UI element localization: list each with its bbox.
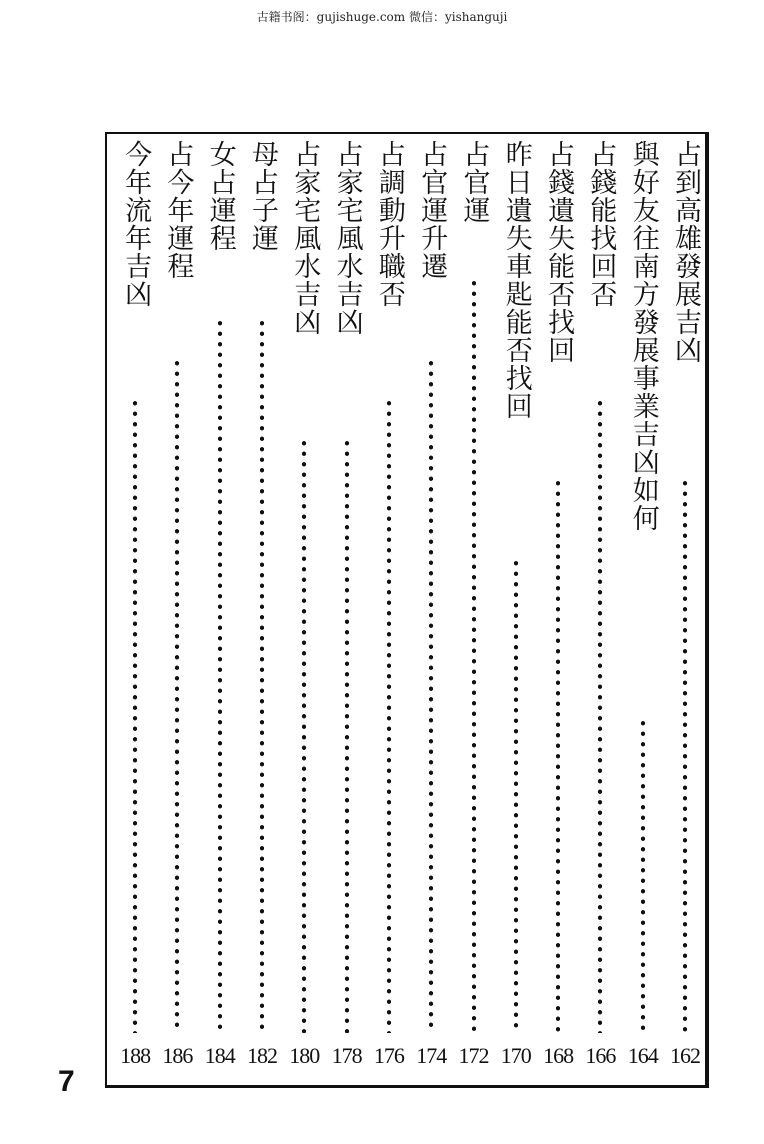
leader-dots — [301, 438, 307, 1033]
leader-dots — [132, 398, 138, 1033]
toc-entry-page: 162 — [670, 1043, 700, 1068]
leader-dots — [682, 478, 688, 1033]
toc-entry-title: 占今年運程 — [162, 140, 194, 280]
toc-entry-page: 170 — [500, 1043, 531, 1068]
toc-entry-title: 昨日遺失車匙能否找回 — [500, 140, 532, 420]
toc-entry-title: 母占子運 — [247, 140, 278, 252]
toc-entry-page: 186 — [162, 1043, 193, 1068]
site-watermark: 古籍书阁：gujishuge.com 微信：yishanguji — [256, 10, 508, 24]
toc-entry-title: 占官運 — [458, 140, 490, 224]
leader-dots — [513, 558, 519, 1033]
toc-entry-title: 與好友往南方發展事業吉凶如何 — [627, 140, 659, 532]
toc-entry-page: 172 — [458, 1043, 489, 1068]
leader-dots — [174, 358, 180, 1033]
toc-entry-title: 占調動升職否 — [373, 140, 405, 308]
toc-entry-page: 188 — [120, 1043, 151, 1068]
toc-entry-title: 占錢能找回否 — [585, 140, 617, 308]
leader-dots — [555, 478, 561, 1033]
leader-dots — [428, 358, 434, 1033]
toc-entry-title: 今年流年吉凶 — [120, 140, 152, 308]
toc-entry-page: 184 — [204, 1043, 235, 1068]
leader-dots — [386, 398, 392, 1033]
toc-entry-page: 180 — [289, 1043, 320, 1068]
leader-dots — [597, 398, 603, 1033]
toc-entry-page: 168 — [543, 1043, 574, 1068]
toc-entry-page: 178 — [331, 1043, 362, 1068]
toc-entry-title: 女占運程 — [204, 140, 236, 252]
toc-entry-page: 166 — [585, 1043, 616, 1068]
leader-dots — [344, 438, 350, 1033]
page-number: 7 — [58, 1065, 75, 1098]
leader-dots — [471, 278, 477, 1033]
toc-entry-title: 占到高雄發展吉凶 — [670, 140, 701, 364]
toc-entry-title: 占錢遺失能否找回 — [543, 140, 575, 364]
toc-entry-title: 占官運升遷 — [416, 140, 448, 280]
toc-entry-page: 174 — [416, 1043, 447, 1068]
toc-entry-title: 占家宅風水吉凶 — [331, 140, 363, 336]
toc-entry-page: 182 — [247, 1043, 277, 1068]
toc-entry-page: 164 — [627, 1043, 658, 1068]
leader-dots — [259, 318, 265, 1033]
toc-entry-title: 占家宅風水吉凶 — [289, 140, 321, 336]
toc-entry-page: 176 — [373, 1043, 404, 1068]
leader-dots — [217, 318, 223, 1033]
leader-dots — [640, 718, 646, 1033]
